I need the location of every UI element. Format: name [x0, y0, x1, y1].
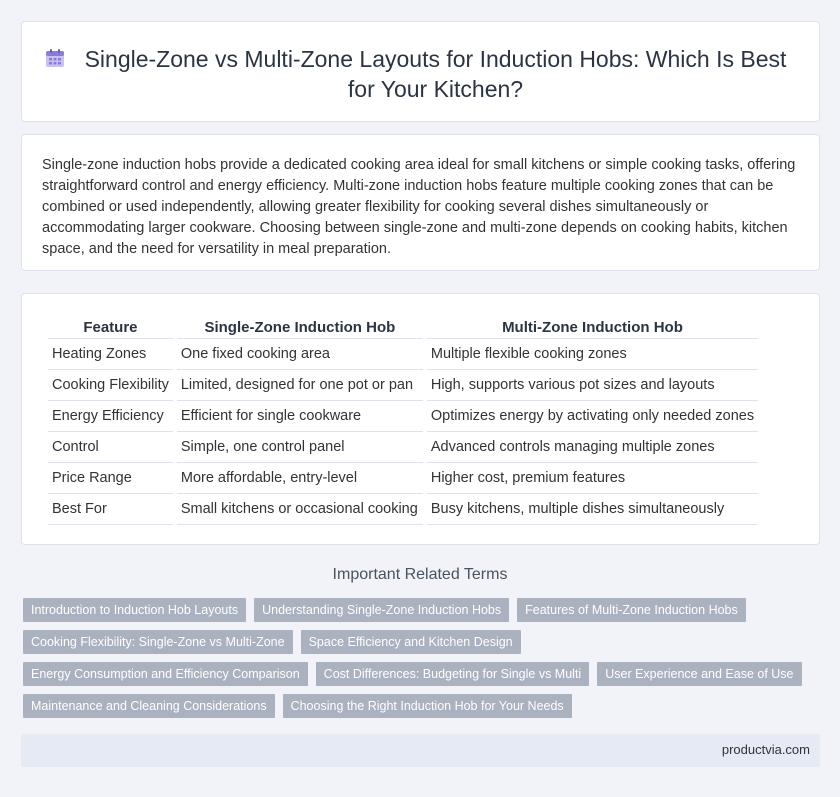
table-cell-single: Limited, designed for one pot or pan: [177, 370, 423, 401]
table-cell-multi: Multiple flexible cooking zones: [427, 339, 758, 370]
table-cell-multi: Busy kitchens, multiple dishes simultaneously: [427, 494, 758, 525]
table-cell-single: Simple, one control panel: [177, 432, 423, 463]
related-terms-tags: [23, 598, 813, 718]
related-tag[interactable]: Cost Differences: Budgeting for Single vs Multi: [316, 662, 590, 686]
table-cell-feature: Control: [48, 432, 173, 463]
title-card: [21, 21, 820, 122]
table-cell-single: Small kitchens or occasional cooking: [177, 494, 423, 525]
table-cell-feature: Best For: [48, 494, 173, 525]
table-cell-multi: Advanced controls managing multiple zones: [427, 432, 758, 463]
table-cell-feature: Energy Efficiency: [48, 401, 173, 432]
related-tag[interactable]: Space Efficiency and Kitchen Design: [301, 630, 521, 654]
intro-card: [21, 134, 820, 271]
related-tag[interactable]: Introduction to Induction Hob Layouts: [23, 598, 246, 622]
comparison-table: [44, 316, 762, 525]
table-row: [48, 370, 758, 401]
related-tag[interactable]: Cooking Flexibility: Single-Zone vs Multi-Zone: [23, 630, 293, 654]
page-title: Single-Zone vs Multi-Zone Layouts for Induction Hobs: Which Is Best for Your Kitchen?: [84, 46, 787, 102]
table-cell-single: Efficient for single cookware: [177, 401, 423, 432]
footer: [21, 734, 820, 767]
related-tag[interactable]: Features of Multi-Zone Induction Hobs: [517, 598, 746, 622]
table-cell-single: One fixed cooking area: [177, 339, 423, 370]
header-multi-zone: Multi-Zone Induction Hob: [427, 316, 758, 339]
table-cell-feature: Cooking Flexibility: [48, 370, 173, 401]
related-tag[interactable]: Choosing the Right Induction Hob for Your Needs: [283, 694, 572, 718]
related-tag[interactable]: Understanding Single-Zone Induction Hobs: [254, 598, 509, 622]
related-terms-title: Important Related Terms: [332, 566, 508, 583]
related-tag[interactable]: User Experience and Ease of Use: [597, 662, 801, 686]
table-cell-multi: High, supports various pot sizes and layouts: [427, 370, 758, 401]
comparison-card: [21, 293, 820, 545]
table-cell-multi: Optimizes energy by activating only needed zones: [427, 401, 758, 432]
table-row: [48, 339, 758, 370]
table-row: [48, 401, 758, 432]
header-single-zone: Single-Zone Induction Hob: [177, 316, 423, 339]
header-feature: Feature: [48, 316, 173, 339]
table-cell-multi: Higher cost, premium features: [427, 463, 758, 494]
table-header-row: [48, 316, 758, 339]
table-cell-feature: Price Range: [48, 463, 173, 494]
related-tag[interactable]: Maintenance and Cleaning Considerations: [23, 694, 275, 718]
related-tag[interactable]: Energy Consumption and Efficiency Comparison: [23, 662, 308, 686]
table-row: [48, 494, 758, 525]
table-row: [48, 432, 758, 463]
table-cell-feature: Heating Zones: [48, 339, 173, 370]
footer-site-link[interactable]: productvia.com: [721, 742, 810, 757]
intro-paragraph: Single-zone induction hobs provide a dedicated cooking area ideal for small kitchens or simple cooking tasks, offering straightforward control and energy efficiency. Multi-zone induction hobs feature multiple cooking zones that can be combined or used independently, allowing greater flexibility for cooking several dishes simultaneously or accommodating larger cookware. Choosing between single-zone and multi-zone depends on cooking habits, kitchen space, and the need for versatility in meal preparation.: [42, 157, 796, 257]
table-cell-single: More affordable, entry-level: [177, 463, 423, 494]
table-row: [48, 463, 758, 494]
